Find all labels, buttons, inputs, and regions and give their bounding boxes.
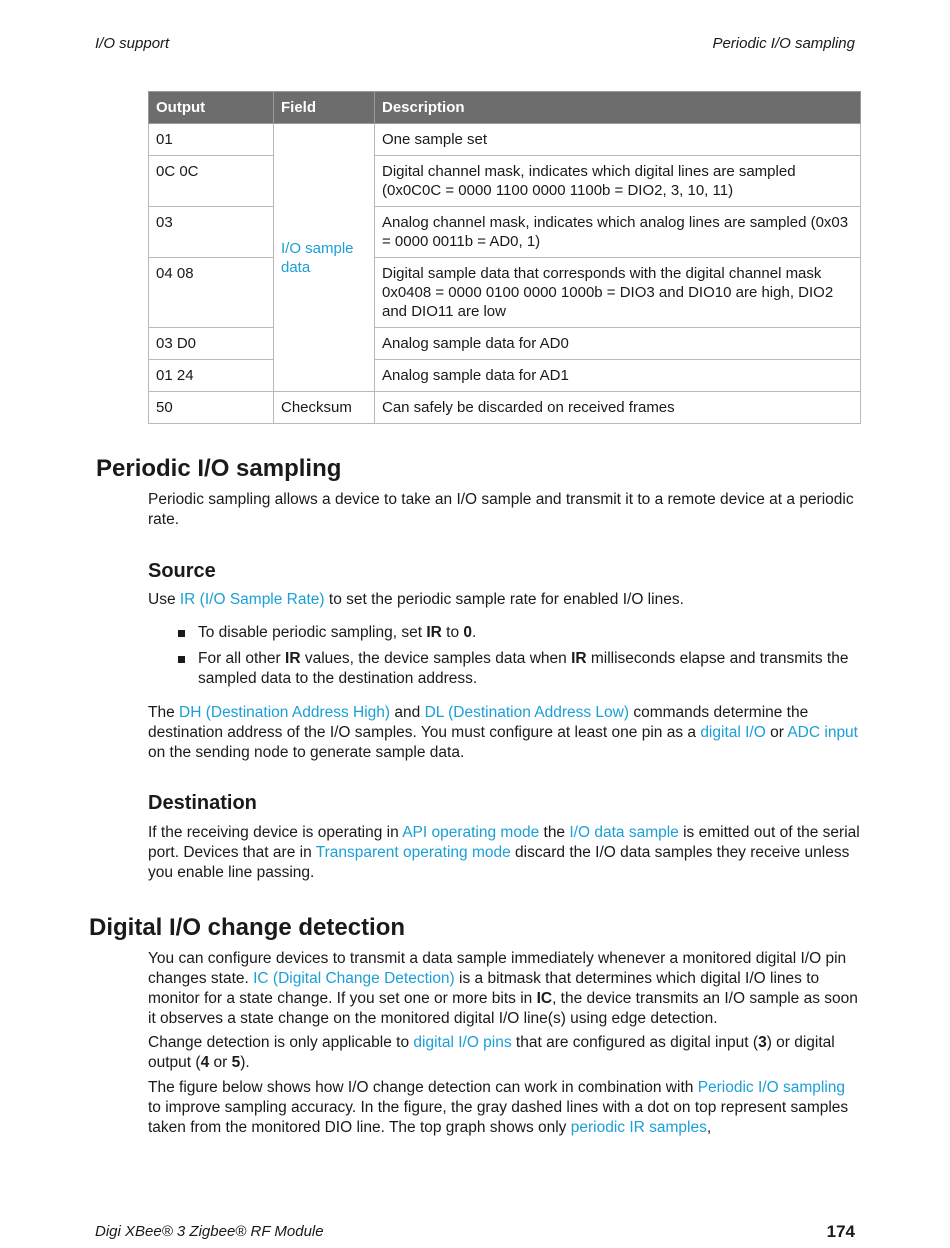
- ic-link[interactable]: IC (Digital Change Detection): [253, 970, 455, 987]
- api-mode-link[interactable]: API operating mode: [402, 824, 540, 841]
- description-cell: One sample set: [375, 124, 861, 156]
- digital-io-link[interactable]: digital I/O: [700, 724, 766, 741]
- subsection-title-source: Source: [148, 560, 216, 582]
- destination-paragraph: If the receiving device is operating in API operating mode the I/O data sample is emitted out of the serial port. Devices that are in Transparent operating mode discard the I/O data samples they receive unless you enable line passing.: [148, 824, 860, 881]
- destination-address-paragraph: The DH (Destination Address High) and DL (Destination Address Low) commands determine the destination address of the I/O samples. You must configure at least one pin as a digital I/O or ADC input on the sending node to generate sample data.: [148, 704, 858, 761]
- io-sample-data-link[interactable]: I/O sample data: [281, 239, 354, 276]
- description-cell: Analog channel mask, indicates which analog lines are sampled (0x03 = 0000 0011b = AD0, 1): [375, 207, 861, 258]
- section-title-periodic: Periodic I/O sampling: [96, 455, 342, 482]
- page-number: 174: [826, 1222, 855, 1241]
- field-cell: Checksum: [274, 392, 375, 424]
- table-row: [149, 124, 861, 156]
- description-cell: Analog sample data for AD1: [375, 360, 861, 392]
- output-cell: 01: [149, 124, 274, 156]
- table-row: [149, 258, 861, 328]
- description-cell: Analog sample data for AD0: [375, 328, 861, 360]
- list-item: For all other IR values, the device samples data when IR milliseconds elapse and transmits the sampled data to the destination address.: [148, 649, 860, 689]
- section-title-change-detection: Digital I/O change detection: [89, 914, 406, 941]
- periodic-intro: Periodic sampling allows a device to take an I/O sample and transmit it to a remote device at a periodic rate.: [148, 491, 854, 528]
- periodic-io-sampling-link[interactable]: Periodic I/O sampling: [697, 1079, 845, 1096]
- col-header-description: Description: [375, 92, 861, 124]
- table-row: [149, 392, 861, 424]
- description-cell: Digital channel mask, indicates which digital lines are sampled (0x0C0C = 0000 1100 0000 1100b = DIO2, 3, 10, 11): [375, 156, 861, 207]
- io-sample-table: [148, 91, 861, 424]
- footer-title: Digi XBee® 3 Zigbee® RF Module: [95, 1223, 324, 1240]
- description-cell: Digital sample data that corresponds with the digital channel mask 0x0408 = 0000 0100 0000 1000b = DIO3 and DIO10 are high, DIO2 and DIO11 are low: [375, 258, 861, 328]
- adc-input-link[interactable]: ADC input: [787, 724, 858, 741]
- periodic-ir-samples-link[interactable]: periodic IR samples: [570, 1119, 707, 1136]
- table-row: [149, 360, 861, 392]
- change-paragraph-1: You can configure devices to transmit a data sample immediately whenever a monitored digital I/O pin changes state. IC (Digital Change Detection) is a bitmask that determines which digital I/O lines to monitor for a state change. If you set one or more bits in IC, the device transmits an I/O sample as soon it observes a state change on the monitored digital I/O line(s) using edge detection.: [148, 950, 858, 1027]
- source-paragraph: Use IR (I/O Sample Rate) to set the periodic sample rate for enabled I/O lines.: [148, 591, 684, 608]
- source-bullet-list: [148, 623, 860, 695]
- description-cell: Can safely be discarded on received frames: [375, 392, 861, 424]
- subsection-title-destination: Destination: [148, 792, 257, 814]
- ir-sample-rate-link[interactable]: IR (I/O Sample Rate): [179, 591, 325, 608]
- change-paragraph-3: The figure below shows how I/O change detection can work in combination with Periodic I/O sampling to improve sampling accuracy. In the figure, the gray dashed lines with a dot on top represent samples taken from the monitored DIO line. The top graph shows only periodic IR samples,: [148, 1079, 849, 1136]
- dl-link[interactable]: DL (Destination Address Low): [424, 704, 630, 721]
- dh-link[interactable]: DH (Destination Address High): [179, 704, 391, 721]
- table-row: [149, 156, 861, 207]
- output-cell: 04 08: [149, 258, 274, 328]
- col-header-output: Output: [149, 92, 274, 124]
- header-right: Periodic I/O sampling: [712, 35, 855, 52]
- list-item: To disable periodic sampling, set IR to 0.: [148, 623, 860, 643]
- io-data-sample-link[interactable]: I/O data sample: [569, 824, 679, 841]
- output-cell: 0C 0C: [149, 156, 274, 207]
- field-cell-io-sample-data: [274, 124, 375, 392]
- change-paragraph-2: Change detection is only applicable to digital I/O pins that are configured as digital input (3) or digital output (4 or 5).: [148, 1034, 835, 1071]
- table-row: [149, 207, 861, 258]
- header-left: I/O support: [95, 35, 170, 52]
- transparent-mode-link[interactable]: Transparent operating mode: [315, 844, 511, 861]
- output-cell: 03: [149, 207, 274, 258]
- output-cell: 03 D0: [149, 328, 274, 360]
- output-cell: 01 24: [149, 360, 274, 392]
- table-row: [149, 328, 861, 360]
- col-header-field: Field: [274, 92, 375, 124]
- digital-io-pins-link[interactable]: digital I/O pins: [413, 1034, 512, 1051]
- output-cell: 50: [149, 392, 274, 424]
